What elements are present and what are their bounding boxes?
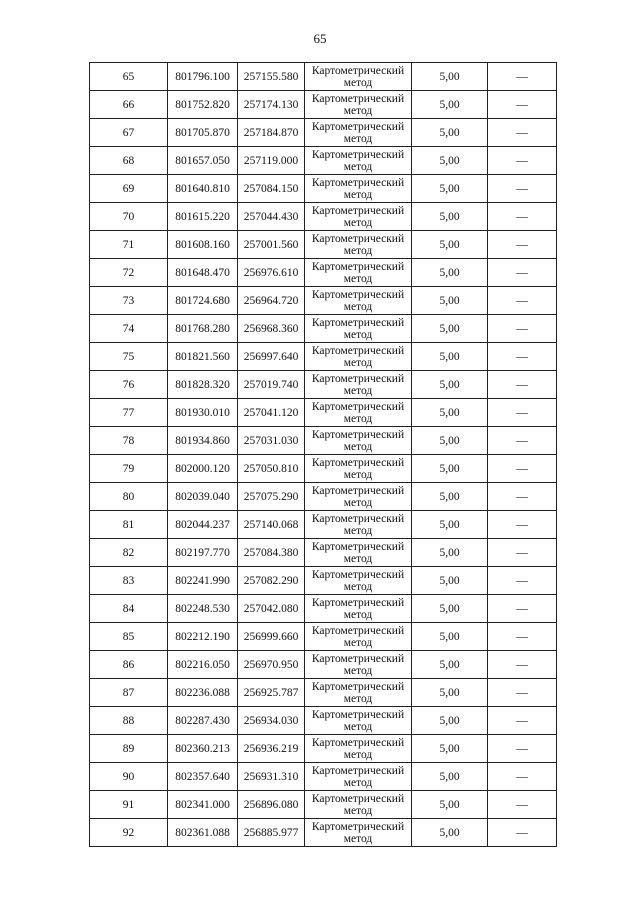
x-coordinate-cell: 802039.040: [168, 483, 238, 511]
table-row: [90, 455, 557, 483]
x-coordinate-cell: 801648.470: [168, 259, 238, 287]
table-row: [90, 483, 557, 511]
accuracy-cell: 5,00: [412, 819, 488, 847]
description-cell: —: [488, 399, 557, 427]
method-cell: Картометрический метод: [305, 651, 412, 679]
x-coordinate-cell: 802236.088: [168, 679, 238, 707]
accuracy-cell: 5,00: [412, 763, 488, 791]
y-coordinate-cell: 257082.290: [238, 567, 305, 595]
point-number-cell: 76: [90, 371, 168, 399]
y-coordinate-cell: 257001.560: [238, 231, 305, 259]
accuracy-cell: 5,00: [412, 119, 488, 147]
point-number-cell: 68: [90, 147, 168, 175]
y-coordinate-cell: 257119.000: [238, 147, 305, 175]
point-number-cell: 67: [90, 119, 168, 147]
method-cell: Картометрический метод: [305, 819, 412, 847]
accuracy-cell: 5,00: [412, 175, 488, 203]
point-number-cell: 79: [90, 455, 168, 483]
accuracy-cell: 5,00: [412, 63, 488, 91]
y-coordinate-cell: 256931.310: [238, 763, 305, 791]
x-coordinate-cell: 801608.160: [168, 231, 238, 259]
point-number-cell: 88: [90, 707, 168, 735]
x-coordinate-cell: 802357.640: [168, 763, 238, 791]
table-row: [90, 203, 557, 231]
method-cell: Картометрический метод: [305, 483, 412, 511]
method-cell: Картометрический метод: [305, 567, 412, 595]
x-coordinate-cell: 802212.190: [168, 623, 238, 651]
accuracy-cell: 5,00: [412, 539, 488, 567]
table-row: [90, 707, 557, 735]
point-number-cell: 83: [90, 567, 168, 595]
accuracy-cell: 5,00: [412, 91, 488, 119]
x-coordinate-cell: 801930.010: [168, 399, 238, 427]
accuracy-cell: 5,00: [412, 231, 488, 259]
point-number-cell: 73: [90, 287, 168, 315]
x-coordinate-cell: 802248.530: [168, 595, 238, 623]
table-row: [90, 511, 557, 539]
method-cell: Картометрический метод: [305, 791, 412, 819]
y-coordinate-cell: 257140.068: [238, 511, 305, 539]
description-cell: —: [488, 791, 557, 819]
table-row: [90, 735, 557, 763]
point-number-cell: 70: [90, 203, 168, 231]
x-coordinate-cell: 802197.770: [168, 539, 238, 567]
method-cell: Картометрический метод: [305, 623, 412, 651]
accuracy-cell: 5,00: [412, 203, 488, 231]
point-number-cell: 78: [90, 427, 168, 455]
y-coordinate-cell: 257044.430: [238, 203, 305, 231]
method-cell: Картометрический метод: [305, 511, 412, 539]
point-number-cell: 89: [90, 735, 168, 763]
y-coordinate-cell: 257031.030: [238, 427, 305, 455]
table-row: [90, 819, 557, 847]
accuracy-cell: 5,00: [412, 259, 488, 287]
accuracy-cell: 5,00: [412, 651, 488, 679]
method-cell: Картометрический метод: [305, 455, 412, 483]
table-row: [90, 63, 557, 91]
x-coordinate-cell: 801615.220: [168, 203, 238, 231]
x-coordinate-cell: 801657.050: [168, 147, 238, 175]
description-cell: —: [488, 679, 557, 707]
description-cell: —: [488, 735, 557, 763]
description-cell: —: [488, 483, 557, 511]
description-cell: —: [488, 819, 557, 847]
point-number-cell: 90: [90, 763, 168, 791]
point-number-cell: 85: [90, 623, 168, 651]
table-row: [90, 399, 557, 427]
point-number-cell: 69: [90, 175, 168, 203]
table-row: [90, 287, 557, 315]
y-coordinate-cell: 257041.120: [238, 399, 305, 427]
method-cell: Картометрический метод: [305, 231, 412, 259]
accuracy-cell: 5,00: [412, 567, 488, 595]
description-cell: —: [488, 427, 557, 455]
accuracy-cell: 5,00: [412, 399, 488, 427]
method-cell: Картометрический метод: [305, 343, 412, 371]
description-cell: —: [488, 455, 557, 483]
x-coordinate-cell: 801640.810: [168, 175, 238, 203]
method-cell: Картометрический метод: [305, 427, 412, 455]
table-row: [90, 791, 557, 819]
y-coordinate-cell: 256968.360: [238, 315, 305, 343]
point-number-cell: 74: [90, 315, 168, 343]
description-cell: —: [488, 763, 557, 791]
x-coordinate-cell: 802241.990: [168, 567, 238, 595]
method-cell: Картометрический метод: [305, 175, 412, 203]
description-cell: —: [488, 343, 557, 371]
method-cell: Картометрический метод: [305, 735, 412, 763]
x-coordinate-cell: 801828.320: [168, 371, 238, 399]
x-coordinate-cell: 801796.100: [168, 63, 238, 91]
y-coordinate-cell: 257184.870: [238, 119, 305, 147]
method-cell: Картометрический метод: [305, 63, 412, 91]
y-coordinate-cell: 256885.977: [238, 819, 305, 847]
point-number-cell: 91: [90, 791, 168, 819]
method-cell: Картометрический метод: [305, 287, 412, 315]
y-coordinate-cell: 256999.660: [238, 623, 305, 651]
y-coordinate-cell: 256964.720: [238, 287, 305, 315]
x-coordinate-cell: 802044.237: [168, 511, 238, 539]
point-number-cell: 84: [90, 595, 168, 623]
accuracy-cell: 5,00: [412, 147, 488, 175]
method-cell: Картометрический метод: [305, 315, 412, 343]
table-row: [90, 343, 557, 371]
description-cell: —: [488, 175, 557, 203]
method-cell: Картометрический метод: [305, 259, 412, 287]
table-row: [90, 539, 557, 567]
description-cell: —: [488, 315, 557, 343]
method-cell: Картометрический метод: [305, 679, 412, 707]
table-row: [90, 175, 557, 203]
x-coordinate-cell: 802287.430: [168, 707, 238, 735]
description-cell: —: [488, 287, 557, 315]
description-cell: —: [488, 651, 557, 679]
y-coordinate-cell: 256934.030: [238, 707, 305, 735]
y-coordinate-cell: 256976.610: [238, 259, 305, 287]
x-coordinate-cell: 802216.050: [168, 651, 238, 679]
point-number-cell: 80: [90, 483, 168, 511]
x-coordinate-cell: 801705.870: [168, 119, 238, 147]
accuracy-cell: 5,00: [412, 287, 488, 315]
point-number-cell: 71: [90, 231, 168, 259]
point-number-cell: 72: [90, 259, 168, 287]
x-coordinate-cell: 802341.000: [168, 791, 238, 819]
y-coordinate-cell: 256896.080: [238, 791, 305, 819]
y-coordinate-cell: 256997.640: [238, 343, 305, 371]
point-number-cell: 77: [90, 399, 168, 427]
table-row: [90, 567, 557, 595]
accuracy-cell: 5,00: [412, 791, 488, 819]
method-cell: Картометрический метод: [305, 147, 412, 175]
description-cell: —: [488, 203, 557, 231]
accuracy-cell: 5,00: [412, 623, 488, 651]
y-coordinate-cell: 256970.950: [238, 651, 305, 679]
point-number-cell: 87: [90, 679, 168, 707]
table-row: [90, 595, 557, 623]
table-row: [90, 119, 557, 147]
point-number-cell: 86: [90, 651, 168, 679]
table-row: [90, 623, 557, 651]
accuracy-cell: 5,00: [412, 371, 488, 399]
coordinates-table: [89, 62, 557, 847]
accuracy-cell: 5,00: [412, 735, 488, 763]
x-coordinate-cell: 801724.680: [168, 287, 238, 315]
table-row: [90, 763, 557, 791]
method-cell: Картометрический метод: [305, 399, 412, 427]
description-cell: —: [488, 511, 557, 539]
point-number-cell: 92: [90, 819, 168, 847]
accuracy-cell: 5,00: [412, 483, 488, 511]
x-coordinate-cell: 801752.820: [168, 91, 238, 119]
x-coordinate-cell: 802361.088: [168, 819, 238, 847]
y-coordinate-cell: 256925.787: [238, 679, 305, 707]
description-cell: —: [488, 91, 557, 119]
y-coordinate-cell: 257019.740: [238, 371, 305, 399]
description-cell: —: [488, 567, 557, 595]
description-cell: —: [488, 147, 557, 175]
table-row: [90, 259, 557, 287]
y-coordinate-cell: 257050.810: [238, 455, 305, 483]
method-cell: Картометрический метод: [305, 119, 412, 147]
table-row: [90, 147, 557, 175]
method-cell: Картометрический метод: [305, 763, 412, 791]
y-coordinate-cell: 256936.219: [238, 735, 305, 763]
method-cell: Картометрический метод: [305, 539, 412, 567]
accuracy-cell: 5,00: [412, 315, 488, 343]
point-number-cell: 75: [90, 343, 168, 371]
description-cell: —: [488, 623, 557, 651]
description-cell: —: [488, 595, 557, 623]
method-cell: Картометрический метод: [305, 91, 412, 119]
accuracy-cell: 5,00: [412, 679, 488, 707]
accuracy-cell: 5,00: [412, 595, 488, 623]
table-row: [90, 651, 557, 679]
accuracy-cell: 5,00: [412, 427, 488, 455]
description-cell: —: [488, 231, 557, 259]
y-coordinate-cell: 257084.150: [238, 175, 305, 203]
y-coordinate-cell: 257084.380: [238, 539, 305, 567]
table-row: [90, 315, 557, 343]
description-cell: —: [488, 119, 557, 147]
accuracy-cell: 5,00: [412, 511, 488, 539]
x-coordinate-cell: 802000.120: [168, 455, 238, 483]
y-coordinate-cell: 257155.580: [238, 63, 305, 91]
accuracy-cell: 5,00: [412, 343, 488, 371]
x-coordinate-cell: 801934.860: [168, 427, 238, 455]
x-coordinate-cell: 801768.280: [168, 315, 238, 343]
point-number-cell: 82: [90, 539, 168, 567]
page-number: 65: [313, 31, 327, 46]
point-number-cell: 66: [90, 91, 168, 119]
method-cell: Картометрический метод: [305, 203, 412, 231]
accuracy-cell: 5,00: [412, 707, 488, 735]
table-row: [90, 371, 557, 399]
x-coordinate-cell: 802360.213: [168, 735, 238, 763]
description-cell: —: [488, 707, 557, 735]
accuracy-cell: 5,00: [412, 455, 488, 483]
table-row: [90, 679, 557, 707]
table-row: [90, 231, 557, 259]
y-coordinate-cell: 257174.130: [238, 91, 305, 119]
method-cell: Картометрический метод: [305, 707, 412, 735]
point-number-cell: 81: [90, 511, 168, 539]
method-cell: Картометрический метод: [305, 371, 412, 399]
x-coordinate-cell: 801821.560: [168, 343, 238, 371]
description-cell: —: [488, 539, 557, 567]
table-row: [90, 427, 557, 455]
method-cell: Картометрический метод: [305, 595, 412, 623]
point-number-cell: 65: [90, 63, 168, 91]
y-coordinate-cell: 257075.290: [238, 483, 305, 511]
description-cell: —: [488, 259, 557, 287]
table-row: [90, 91, 557, 119]
description-cell: —: [488, 371, 557, 399]
y-coordinate-cell: 257042.080: [238, 595, 305, 623]
description-cell: —: [488, 63, 557, 91]
coordinates-table-body: [90, 63, 557, 847]
